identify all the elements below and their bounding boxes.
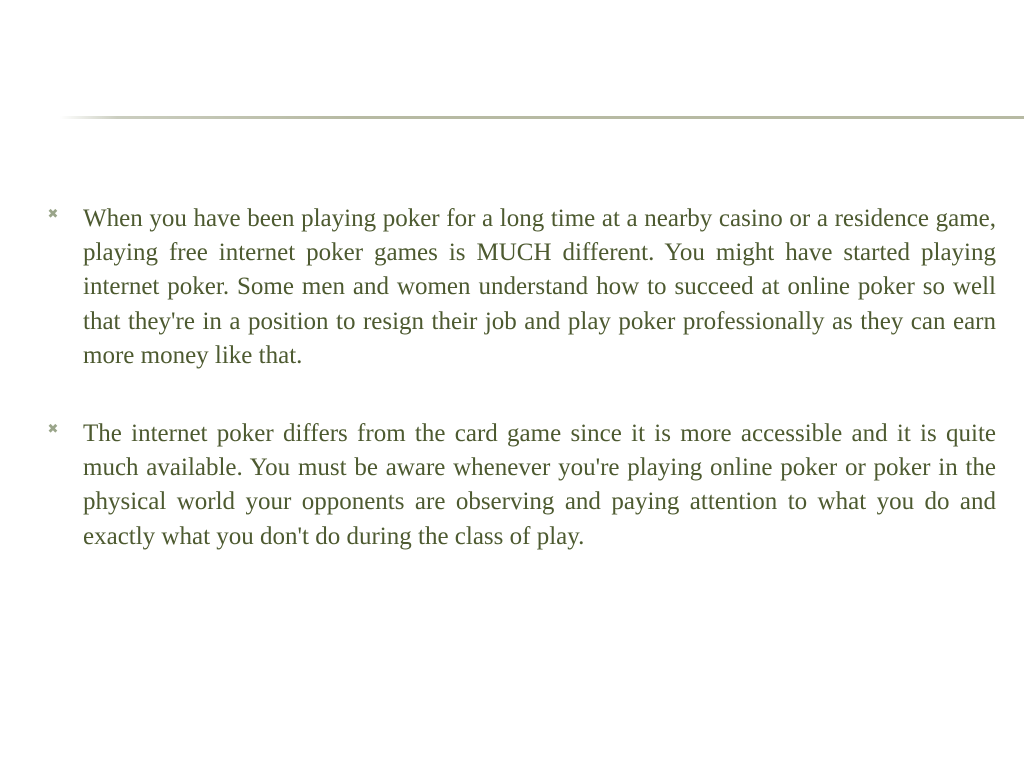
- list-item: [46, 202, 996, 373]
- bullet-list: [46, 202, 996, 598]
- bullet-text: When you have been playing poker for a long time at a nearby casino or a residence game, playing free internet poker games is MUCH different. You might have started playing internet poker. Some men and women understand how to succeed at online poker so well that they're in a position to resign their job and play poker professionally as they can earn more money like that.: [83, 205, 996, 369]
- bullet-text: The internet poker differs from the card game since it is more accessible and it is quite much available. You must be aware whenever you're playing online poker or poker in the physical world your opponents are observing and paying attention to what you do and exactly what you don't do during the class of play.: [83, 420, 996, 550]
- x-mark-icon: ✖: [47, 207, 59, 222]
- x-mark-icon: ✖: [47, 422, 59, 438]
- header-divider: [60, 116, 1024, 119]
- list-item: [46, 417, 996, 554]
